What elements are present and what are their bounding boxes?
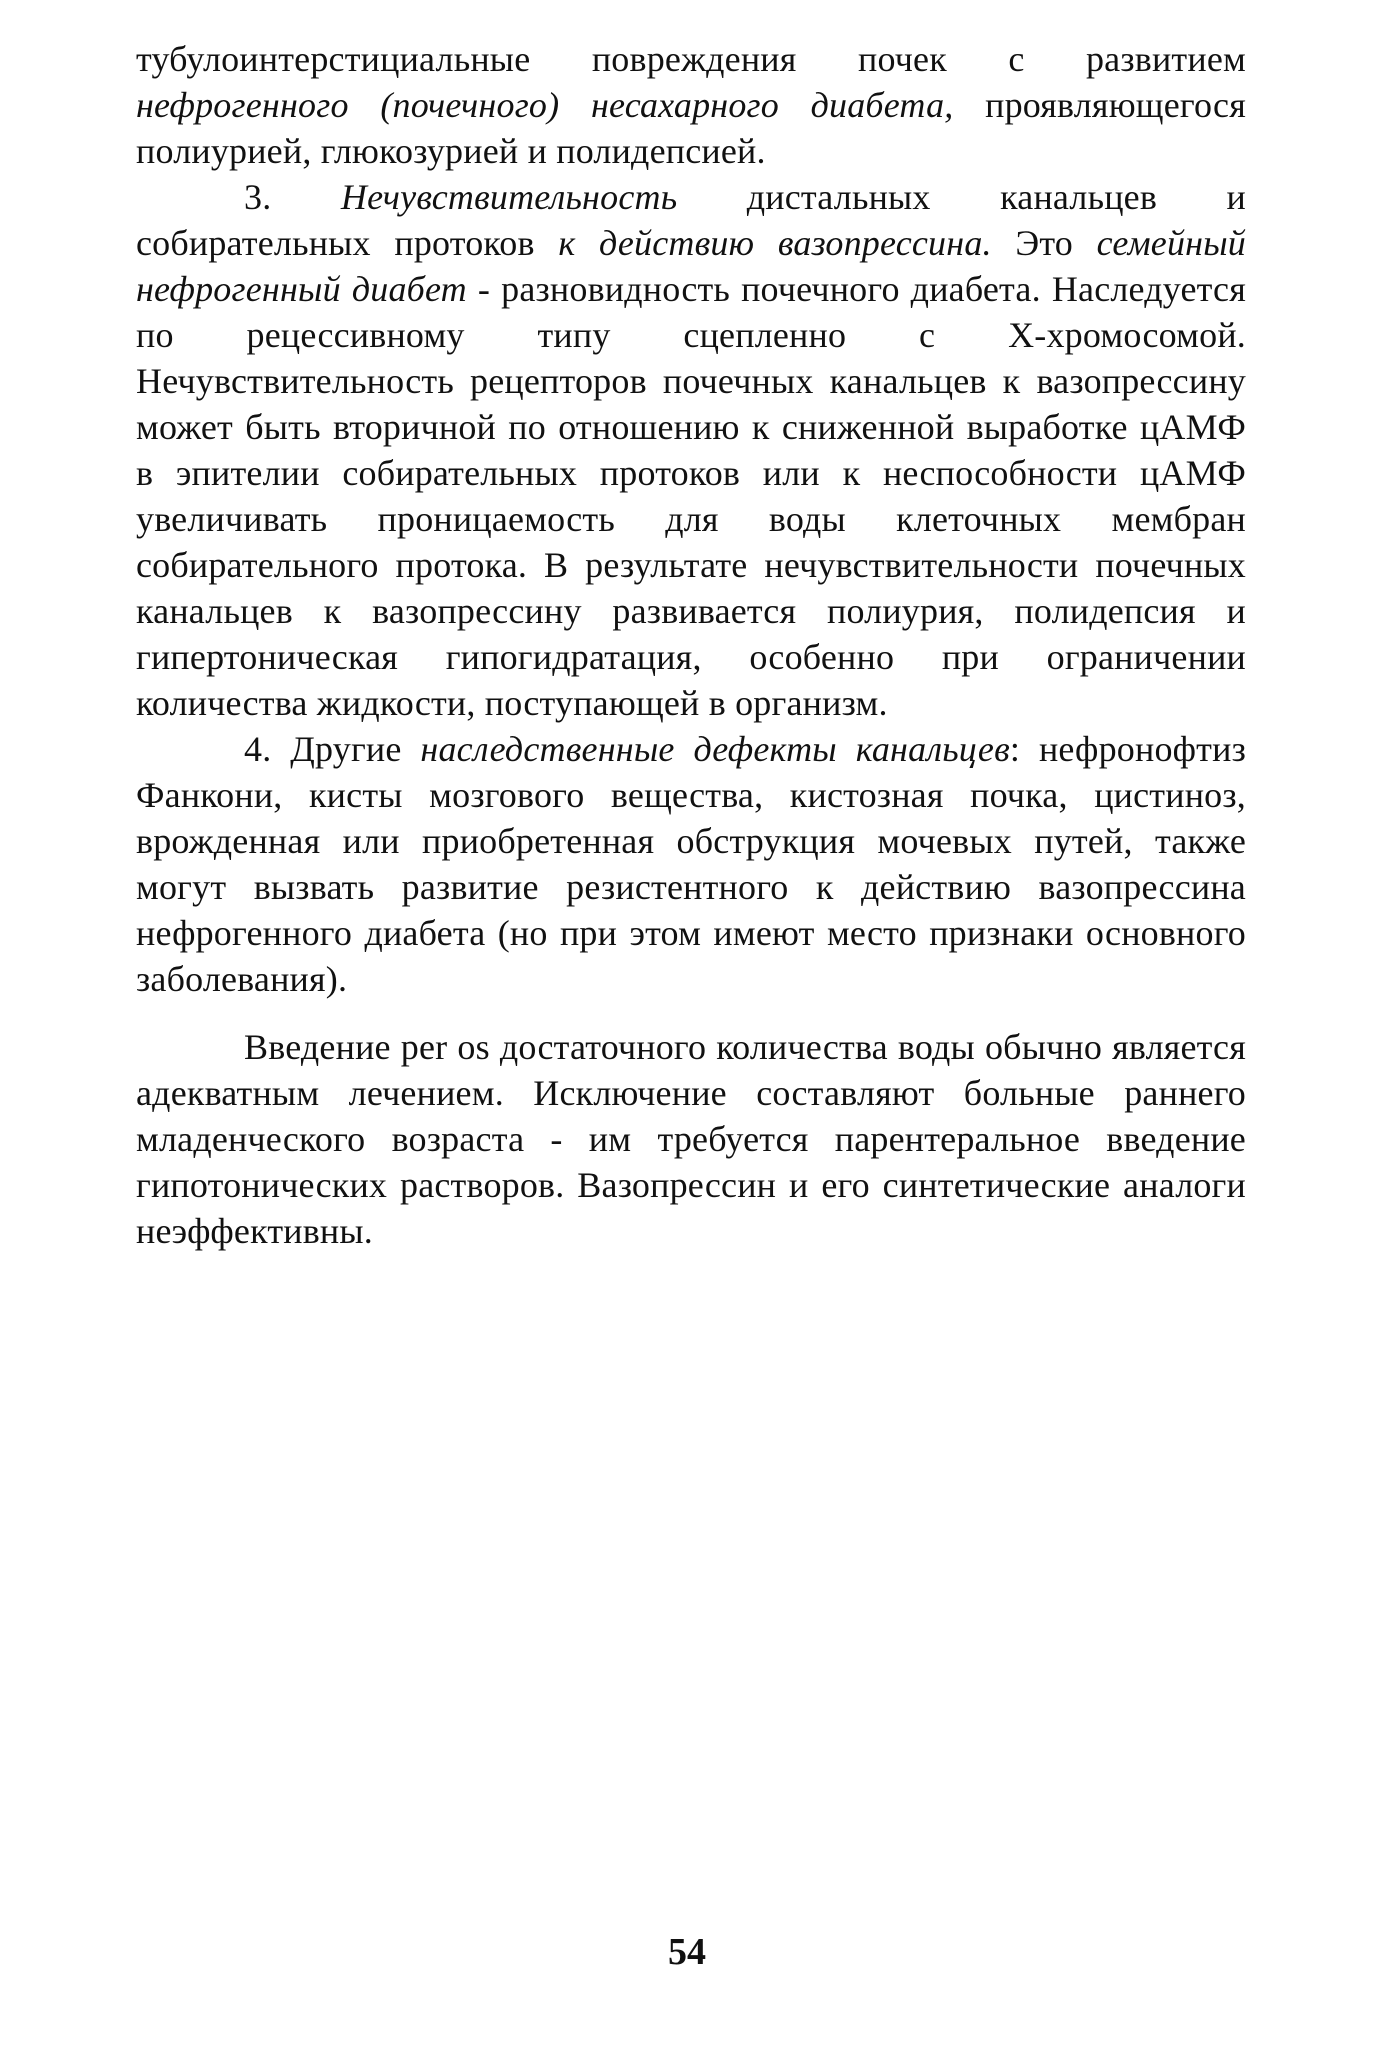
- italic-term: нефрогенного (почечного) несахарного диабета,: [136, 85, 954, 125]
- paragraph-nephrogenic-damage: [136, 36, 1246, 174]
- italic-term: к действию вазопрессина.: [558, 223, 992, 263]
- italic-term: наследственные дефекты канальцев: [420, 729, 1010, 769]
- text-run: тубулоинтерстициальные повреждения почек с развитием: [136, 39, 1246, 79]
- item-number: 3.: [244, 177, 341, 217]
- text-run: : нефронофтиз Фанкони, кисты мозгового вещества, кистозная почка, цистиноз, врожденная или приобретенная обструкция мочевых путей, также могут вызвать развитие резистентного к действию вазопрессина нефрогенного диабета (но при этом имеют место признаки основного заболевания).: [136, 729, 1246, 999]
- paragraph-treatment: [136, 1024, 1246, 1254]
- text-run: Введение per os достаточного количества воды обычно является адекватным лечением. Исключение составляют больные раннего младенческого возраста - им требуется парентеральное введение гипотонических растворов. Вазопрессин и его синтетические аналоги неэффективны.: [136, 1027, 1246, 1251]
- page-number: 54: [668, 1931, 706, 1973]
- italic-term: Нечувствительность: [340, 177, 678, 217]
- text-run: проявляющегося полиурией, глюкозурией и полидепсией.: [136, 85, 1246, 171]
- text-run: Это: [991, 223, 1097, 263]
- page-body: [136, 36, 1246, 1254]
- paragraph-item-3: [136, 174, 1246, 726]
- item-number: 4. Другие: [244, 729, 421, 769]
- paragraph-item-4: [136, 726, 1246, 1002]
- text-run: - разновидность почечного диабета. Наследуется по рецессивному типу сцепленно с Х-хромосомой. Нечувствительность рецепторов почечных канальцев к вазопрессину может быть вторичной по отношению к сниженной выработке цАМФ в эпителии собирательных протоков или к неспособности цАМФ увеличивать проницаемость для воды клеточных мембран собирательного протока. В результате нечувствительности почечных канальцев к вазопрессину развивается полиурия, полидепсия и гипертоническая гипогидратация, особенно при ограничении количества жидкости, поступающей в организм.: [136, 269, 1246, 723]
- text-run: дистальных канальцев и собирательных протоков: [136, 177, 1246, 263]
- italic-term: семейный нефрогенный диабет: [136, 223, 1246, 309]
